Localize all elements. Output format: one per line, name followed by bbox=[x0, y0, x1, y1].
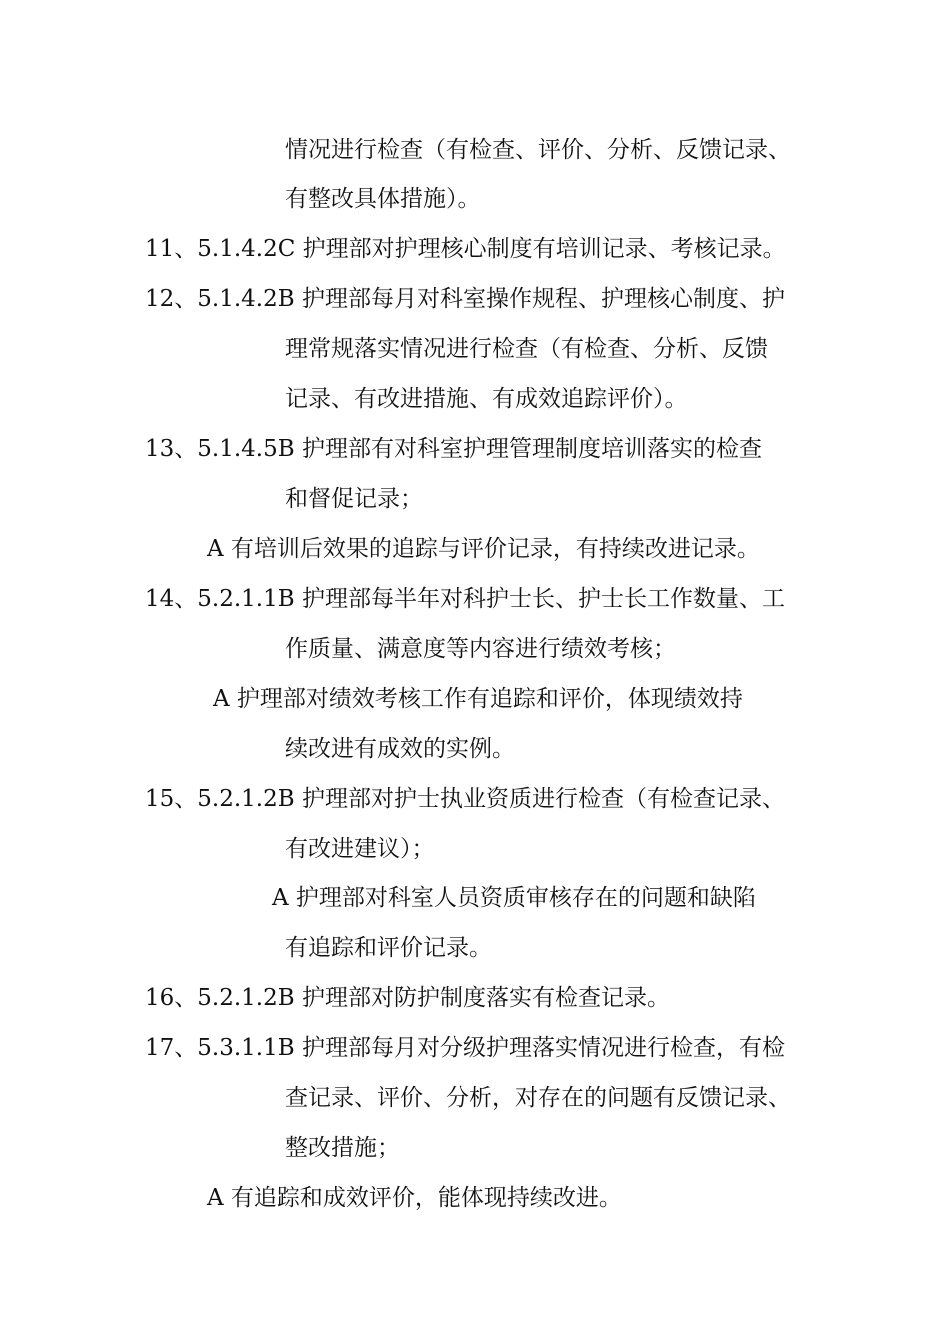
text-line-item10-cont2: 有整改具体措施）。 bbox=[285, 186, 481, 212]
text-line-item14: 14、5.2.1.1B 护理部每半年对科护士长、护士长工作数量、工 bbox=[145, 586, 785, 612]
text-line-item13: 13、5.1.4.5B 护理部有对科室护理管理制度培训落实的检查 bbox=[145, 436, 762, 462]
text-line-item15: 15、5.2.1.2B 护理部对护士执业资质进行检查（有检查记录、 bbox=[145, 786, 785, 812]
text-line-item14-cont1: 作质量、满意度等内容进行绩效考核； bbox=[285, 636, 676, 662]
text-line-item16: 16、5.2.1.2B 护理部对防护制度落实有检查记录。 bbox=[145, 985, 670, 1011]
text-line-item14-a: A 护理部对绩效考核工作有追踪和评价，体现绩效持 bbox=[213, 686, 743, 712]
text-line-item11: 11、5.1.4.2C 护理部对护理核心制度有培训记录、考核记录。 bbox=[145, 236, 786, 262]
text-line-item13-cont1: 和督促记录； bbox=[285, 486, 423, 512]
text-line-item15-a: A 护理部对科室人员资质审核存在的问题和缺陷 bbox=[272, 885, 756, 911]
text-line-item12: 12、5.1.4.2B 护理部每月对科室操作规程、护理核心制度、护 bbox=[145, 286, 785, 312]
text-line-item14-a-cont: 续改进有成效的实例。 bbox=[285, 736, 515, 762]
text-line-item12-cont1: 理常规落实情况进行检查（有检查、分析、反馈 bbox=[285, 336, 768, 362]
text-line-item17-cont2: 整改措施； bbox=[285, 1135, 400, 1161]
text-line-item13-a: A 有培训后效果的追踪与评价记录，有持续改进记录。 bbox=[207, 536, 760, 562]
text-line-item17-cont1: 查记录、评价、分析，对存在的问题有反馈记录、 bbox=[285, 1085, 791, 1111]
text-line-item17-a: A 有追踪和成效评价，能体现持续改进。 bbox=[207, 1185, 622, 1211]
text-line-item10-cont1: 情况进行检查（有检查、评价、分析、反馈记录、 bbox=[285, 137, 791, 163]
text-line-item15-cont1: 有改进建议）； bbox=[285, 836, 435, 862]
text-line-item12-cont2: 记录、有改进措施、有成效追踪评价）。 bbox=[285, 386, 688, 412]
text-line-item15-a-cont: 有追踪和评价记录。 bbox=[285, 935, 492, 961]
text-line-item17: 17、5.3.1.1B 护理部每月对分级护理落实情况进行检查，有检 bbox=[145, 1035, 785, 1061]
